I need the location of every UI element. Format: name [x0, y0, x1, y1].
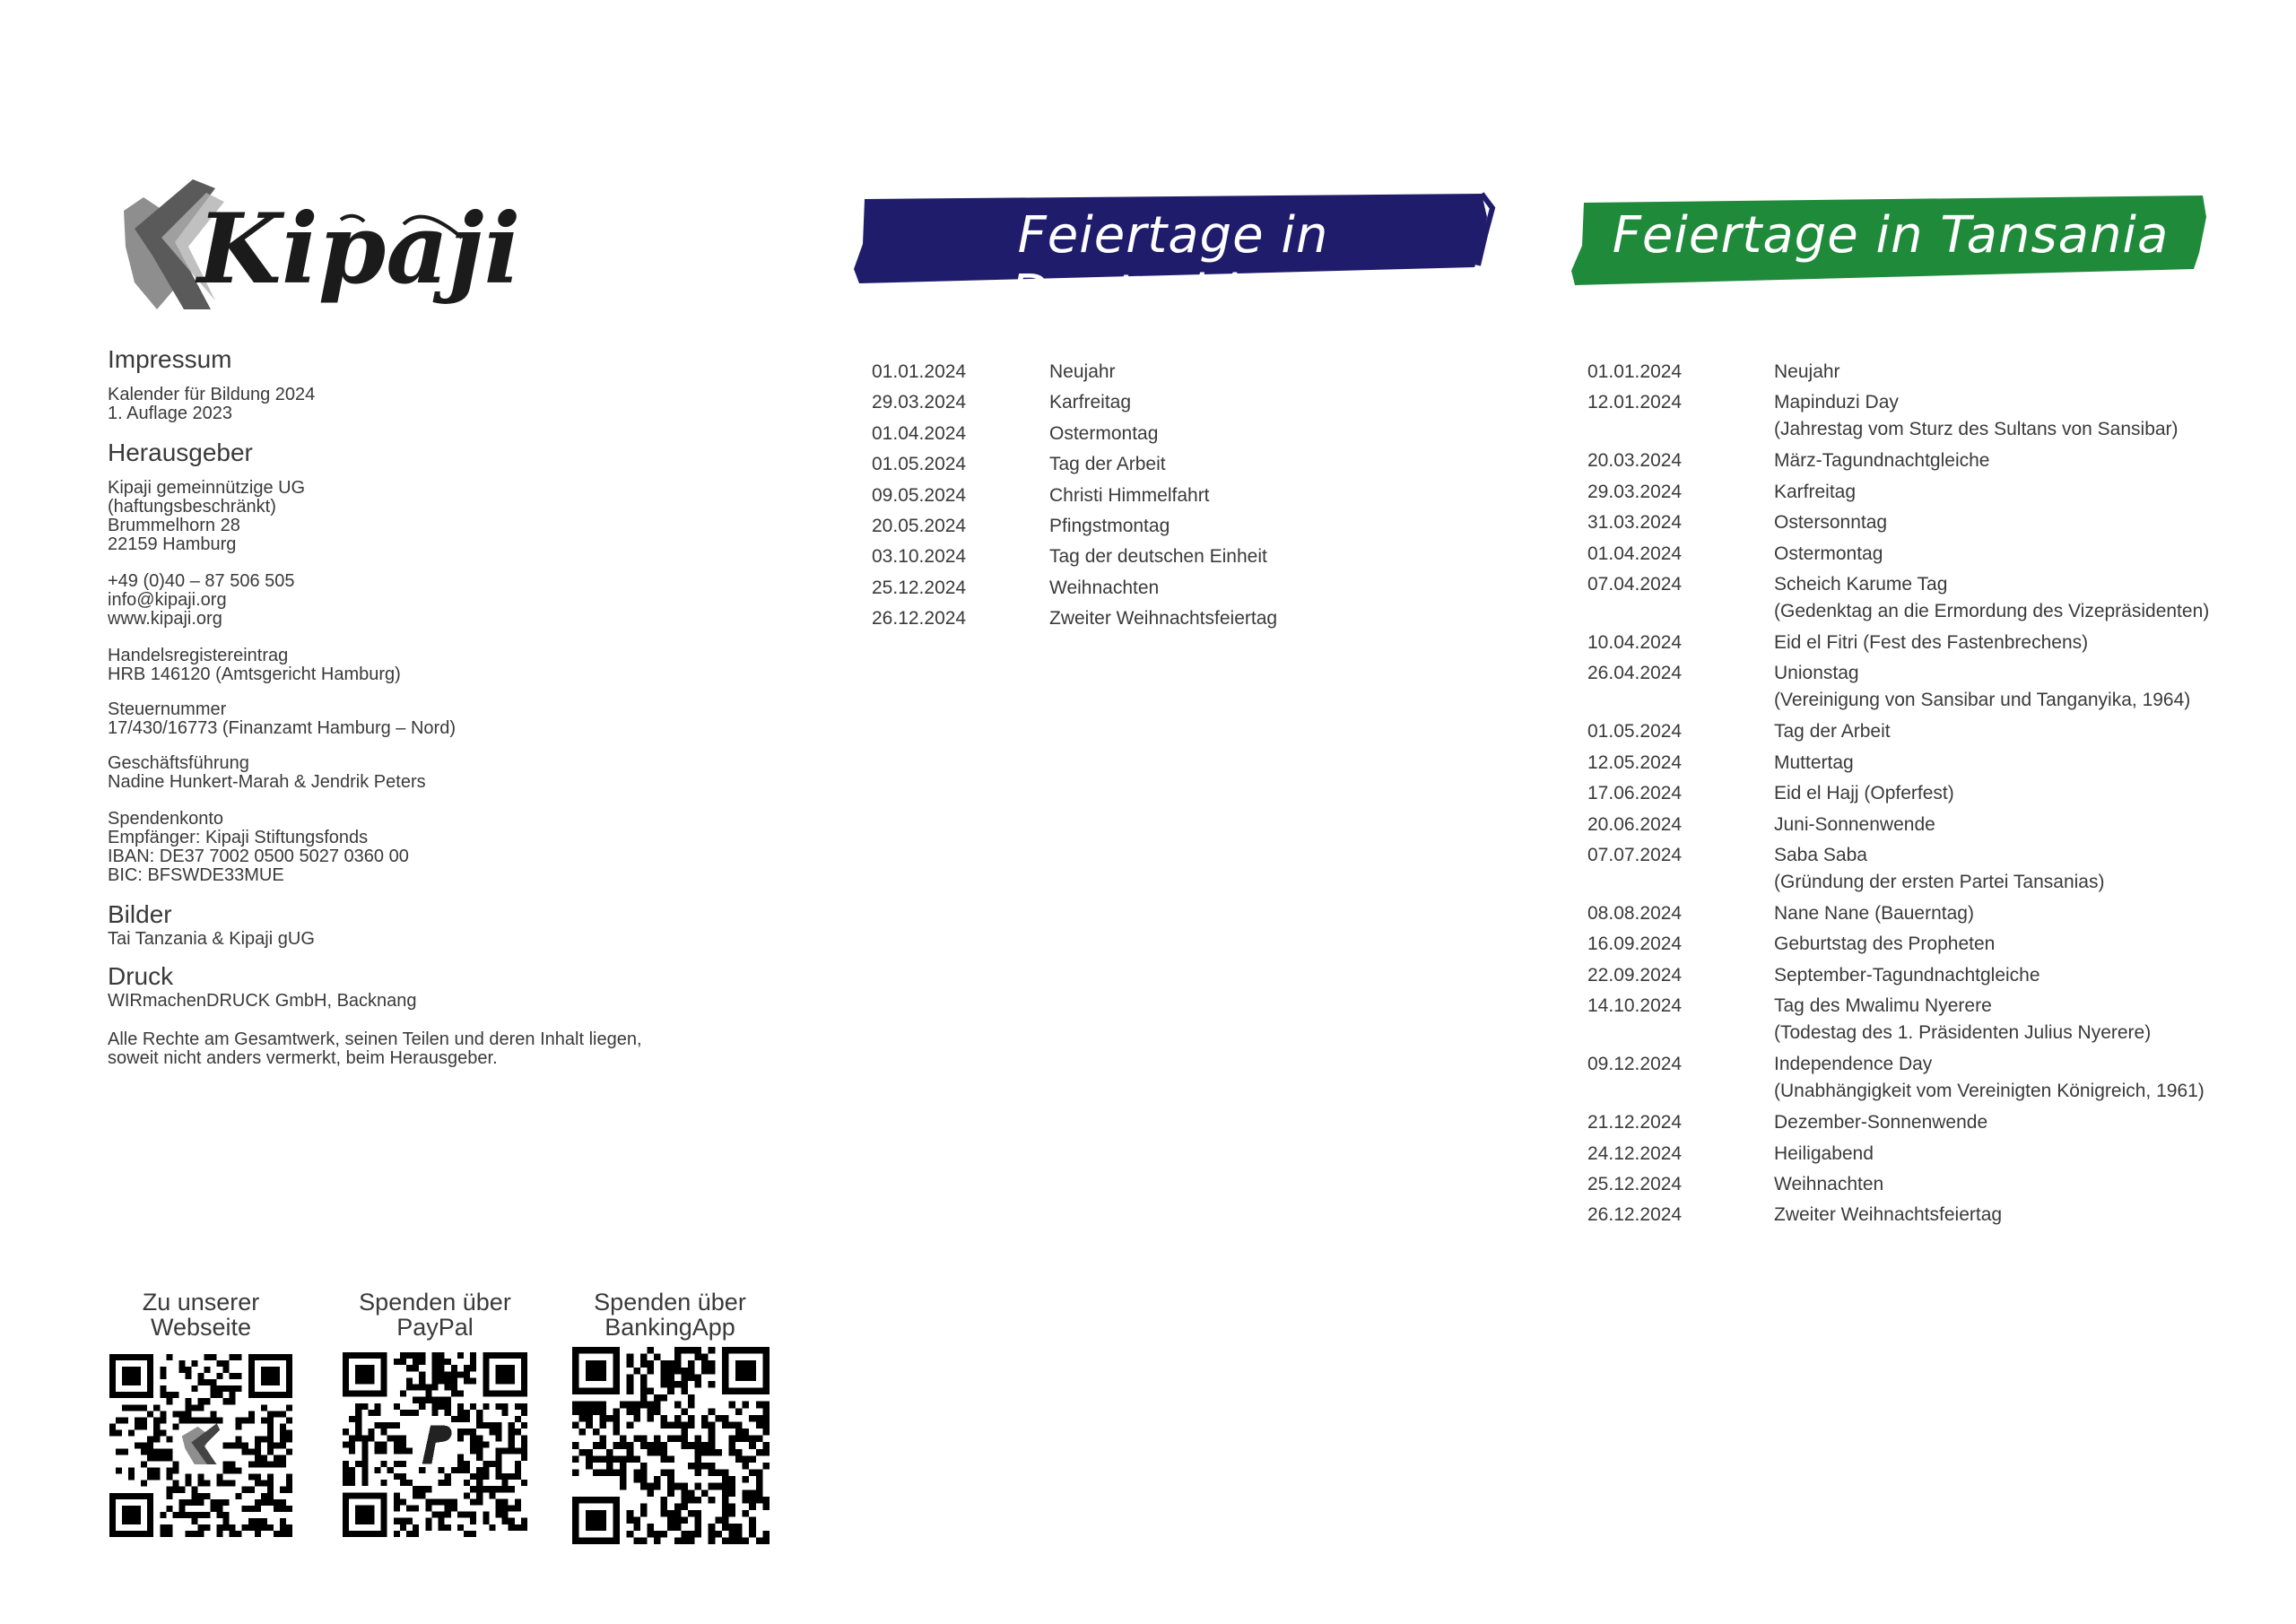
imprint-line: info@kipaji.org	[108, 590, 227, 610]
holiday-date: 07.04.2024	[1587, 574, 1683, 595]
holiday-date: 09.05.2024	[872, 484, 967, 506]
holiday-date: 20.06.2024	[1587, 813, 1683, 835]
imprint-line: WIRmachenDRUCK GmbH, Backnang	[108, 991, 417, 1011]
holiday-note: (Jahrestag vom Sturz des Sultans von Sansibar)	[1774, 419, 2179, 440]
tanzania-title: Feiertage in Tansania	[1612, 206, 2170, 265]
imprint-line: BIC: BFSWDE33MUE	[108, 865, 284, 885]
holiday-name	[1774, 750, 1854, 777]
holiday-date: 14.10.2024	[1587, 995, 1683, 1017]
holiday-title: Mapinduzi Day	[1774, 392, 1899, 413]
tanzania-banner	[1571, 190, 2210, 287]
qr-code[interactable]	[343, 1352, 527, 1537]
holiday-title: Zweiter Weihnachtsfeiertag	[1774, 1204, 2003, 1226]
holiday-title: Neujahr	[1049, 361, 1116, 382]
holiday-name	[1774, 630, 2088, 656]
holiday-title: Neujahr	[1774, 361, 1840, 382]
imprint-block	[108, 386, 735, 423]
imprint-block	[108, 344, 735, 375]
imprint-section	[108, 344, 735, 1068]
imprint-line: Nadine Hunkert-Marah & Jendrik Peters	[108, 772, 426, 792]
qr-label-line: Webseite	[150, 1314, 252, 1341]
holiday-date: 24.12.2024	[1587, 1142, 1683, 1164]
logo-text: Kipaji	[197, 193, 521, 306]
holiday-name	[1774, 1171, 1883, 1198]
qr-caption	[300, 1290, 570, 1340]
germany-title: Feiertage in Deutschland	[1010, 206, 1336, 323]
holiday-date: 12.05.2024	[1587, 751, 1683, 773]
imprint-block	[108, 1030, 735, 1068]
holiday-title: Ostersonntag	[1774, 512, 1888, 534]
holiday-title: Zweiter Weihnachtsfeiertag	[1049, 608, 1278, 630]
holiday-title: Dezember-Sonnenwende	[1774, 1112, 1988, 1133]
imprint-line: Steuernummer	[108, 699, 227, 719]
qr-caption	[535, 1290, 804, 1340]
holiday-name	[1774, 389, 2179, 443]
holiday-name	[1774, 541, 1883, 568]
holiday-title: Weihnachten	[1049, 577, 1160, 598]
holiday-title: Tag der deutschen Einheit	[1049, 546, 1267, 568]
holiday-name	[1774, 780, 1954, 807]
holiday-date: 12.01.2024	[1587, 392, 1683, 413]
holiday-name	[1774, 509, 1887, 536]
holiday-title: Saba Saba	[1774, 845, 1867, 865]
holiday-title: Eid el Hajj (Opferfest)	[1774, 783, 1954, 804]
imprint-block	[108, 479, 735, 554]
holiday-name	[1049, 513, 1170, 540]
holiday-date: 03.10.2024	[872, 546, 967, 568]
imprint-heading: Druck	[108, 962, 174, 990]
holiday-name	[1774, 900, 1974, 927]
holiday-name	[1774, 993, 2151, 1046]
imprint-line: soweit nicht anders vermerkt, beim Herausgeber.	[108, 1048, 498, 1068]
imprint-heading: Impressum	[108, 345, 232, 373]
holiday-date: 09.12.2024	[1587, 1054, 1683, 1075]
imprint-line: HRB 146120 (Amtsgericht Hamburg)	[108, 664, 401, 684]
holiday-title: Unionstag	[1774, 663, 1859, 684]
imprint-line: Tai Tanzania & Kipaji gUG	[108, 929, 315, 949]
holiday-date: 26.04.2024	[1587, 663, 1683, 684]
germany-banner	[854, 190, 1492, 323]
holiday-title: Christi Himmelfahrt	[1049, 484, 1210, 506]
imprint-line: +49 (0)40 – 87 506 505	[108, 571, 295, 591]
holiday-name	[1774, 718, 1891, 745]
holiday-title: Karfreitag	[1774, 481, 1857, 502]
imprint-line: Spendenkonto	[108, 809, 224, 829]
holiday-date: 01.05.2024	[1587, 721, 1683, 743]
holiday-name	[1774, 812, 1935, 838]
holiday-title: Eid el Fitri (Fest des Fastenbrechens)	[1774, 632, 2089, 653]
holiday-note: (Unabhängigkeit vom Vereinigten Königreich, 1961)	[1774, 1081, 2205, 1102]
holiday-name	[1774, 931, 1995, 958]
imprint-line: 17/430/16773 (Finanzamt Hamburg – Nord)	[108, 718, 456, 738]
holiday-title: März-Tagundnachtgleiche	[1774, 450, 1990, 472]
holiday-date: 16.09.2024	[1587, 934, 1683, 955]
holiday-name	[1049, 575, 1159, 602]
qr-label-line: Spenden über	[359, 1289, 511, 1316]
holiday-name	[1774, 1109, 1987, 1136]
holiday-date: 07.07.2024	[1587, 845, 1683, 865]
imprint-block	[108, 899, 735, 949]
kipaji-logo-icon	[108, 175, 521, 332]
imprint-block	[108, 438, 735, 468]
holiday-date: 01.01.2024	[872, 361, 967, 382]
holiday-date: 10.04.2024	[1587, 632, 1683, 653]
holiday-date: 25.12.2024	[872, 577, 967, 598]
holiday-date: 08.08.2024	[1587, 903, 1683, 924]
holiday-name	[1774, 1051, 2205, 1105]
holiday-name	[1049, 605, 1277, 632]
holiday-title: Geburtstag des Propheten	[1774, 934, 1996, 955]
holiday-date: 26.12.2024	[872, 608, 967, 630]
imprint-line: Kalender für Bildung 2024	[108, 385, 316, 404]
holiday-name	[1774, 479, 1856, 506]
imprint-line: 1. Auflage 2023	[108, 404, 233, 423]
holiday-name	[1049, 543, 1267, 570]
holiday-title: Independence Day	[1774, 1054, 1933, 1075]
holiday-name	[1774, 359, 1840, 386]
holiday-title: Scheich Karume Tag	[1774, 574, 1948, 595]
holiday-name	[1774, 447, 1989, 474]
holiday-date: 31.03.2024	[1587, 512, 1683, 534]
holiday-name	[1774, 660, 2190, 714]
holiday-date: 26.12.2024	[1587, 1204, 1683, 1226]
imprint-line: www.kipaji.org	[108, 609, 222, 629]
holiday-name	[1049, 389, 1131, 416]
holiday-title: Ostermontag	[1774, 543, 1883, 564]
holiday-title: Karfreitag	[1049, 392, 1132, 413]
qr-label-line: Zu unserer	[142, 1289, 260, 1316]
qr-label-line: PayPal	[396, 1314, 474, 1341]
holiday-title: September-Tagundnachtgleiche	[1774, 964, 2040, 986]
holiday-name	[1774, 1141, 1874, 1168]
holiday-name	[1774, 571, 2209, 625]
imprint-block	[108, 700, 735, 738]
kipaji-logo	[108, 175, 521, 332]
imprint-block	[108, 647, 735, 684]
holiday-title: Tag der Arbeit	[1049, 454, 1166, 475]
holiday-name	[1049, 451, 1166, 478]
holiday-date: 20.05.2024	[872, 516, 967, 536]
holiday-date: 25.12.2024	[1587, 1174, 1683, 1194]
holiday-name	[1049, 421, 1158, 447]
imprint-line: (haftungsbeschränkt)	[108, 497, 276, 517]
holiday-title: Pfingstmontag	[1049, 516, 1170, 536]
holiday-name	[1049, 482, 1210, 509]
holiday-title: Tag des Mwalimu Nyerere	[1774, 995, 1992, 1017]
holiday-date: 22.09.2024	[1587, 964, 1683, 986]
holiday-title: Juni-Sonnenwende	[1774, 813, 1935, 835]
holiday-title: Weihnachten	[1774, 1174, 1884, 1194]
holiday-note: (Vereinigung von Sansibar und Tanganyika, 1964)	[1774, 690, 2191, 711]
qr-label-line: Spenden über	[594, 1289, 746, 1316]
holiday-title: Nane Nane (Bauerntag)	[1774, 903, 1974, 924]
qr-caption	[66, 1290, 335, 1340]
imprint-line: Empfänger: Kipaji Stiftungsfonds	[108, 828, 369, 847]
holiday-date: 01.05.2024	[872, 454, 967, 475]
imprint-line: Alle Rechte am Gesamtwerk, seinen Teilen und deren Inhalt liegen,	[108, 1029, 642, 1049]
imprint-block	[108, 754, 735, 792]
holiday-date: 01.01.2024	[1587, 361, 1683, 382]
holiday-date: 01.04.2024	[872, 422, 967, 444]
holiday-date: 21.12.2024	[1587, 1112, 1683, 1133]
holiday-title: Muttertag	[1774, 751, 1854, 773]
qr-label-line: BankingApp	[604, 1314, 735, 1341]
imprint-heading: Bilder	[108, 900, 172, 928]
holiday-name	[1774, 962, 2040, 989]
holiday-title: Tag der Arbeit	[1774, 721, 1891, 743]
imprint-line: IBAN: DE37 7002 0500 5027 0360 00	[108, 847, 409, 866]
imprint-line: Kipaji gemeinnützige UG	[108, 478, 306, 498]
holiday-date: 20.03.2024	[1587, 450, 1683, 472]
imprint-block	[108, 572, 735, 629]
holiday-note: (Gedenktag an die Ermordung des Vizepräsidenten)	[1774, 601, 2210, 621]
holiday-name	[1049, 359, 1116, 386]
imprint-block	[108, 810, 735, 885]
holiday-date: 01.04.2024	[1587, 543, 1683, 564]
holiday-name	[1774, 842, 2104, 896]
holiday-note: (Todestag des 1. Präsidenten Julius Nyerere)	[1774, 1022, 2152, 1044]
holiday-title: Ostermontag	[1049, 422, 1159, 444]
holiday-note: (Gründung der ersten Partei Tansanias)	[1774, 872, 2105, 892]
imprint-heading: Herausgeber	[108, 439, 253, 466]
qr-code[interactable]	[572, 1347, 770, 1544]
holiday-title: Heiligabend	[1774, 1142, 1874, 1164]
holiday-date: 29.03.2024	[872, 392, 967, 413]
imprint-line: 22159 Hamburg	[108, 534, 237, 554]
holiday-date: 17.06.2024	[1587, 783, 1683, 804]
imprint-line: Handelsregistereintrag	[108, 646, 289, 665]
holiday-date: 29.03.2024	[1587, 481, 1683, 502]
imprint-block	[108, 961, 735, 1011]
holiday-name	[1774, 1202, 2002, 1229]
imprint-line: Brummelhorn 28	[108, 516, 240, 535]
qr-code[interactable]	[109, 1354, 292, 1537]
imprint-line: Geschäftsführung	[108, 753, 249, 773]
